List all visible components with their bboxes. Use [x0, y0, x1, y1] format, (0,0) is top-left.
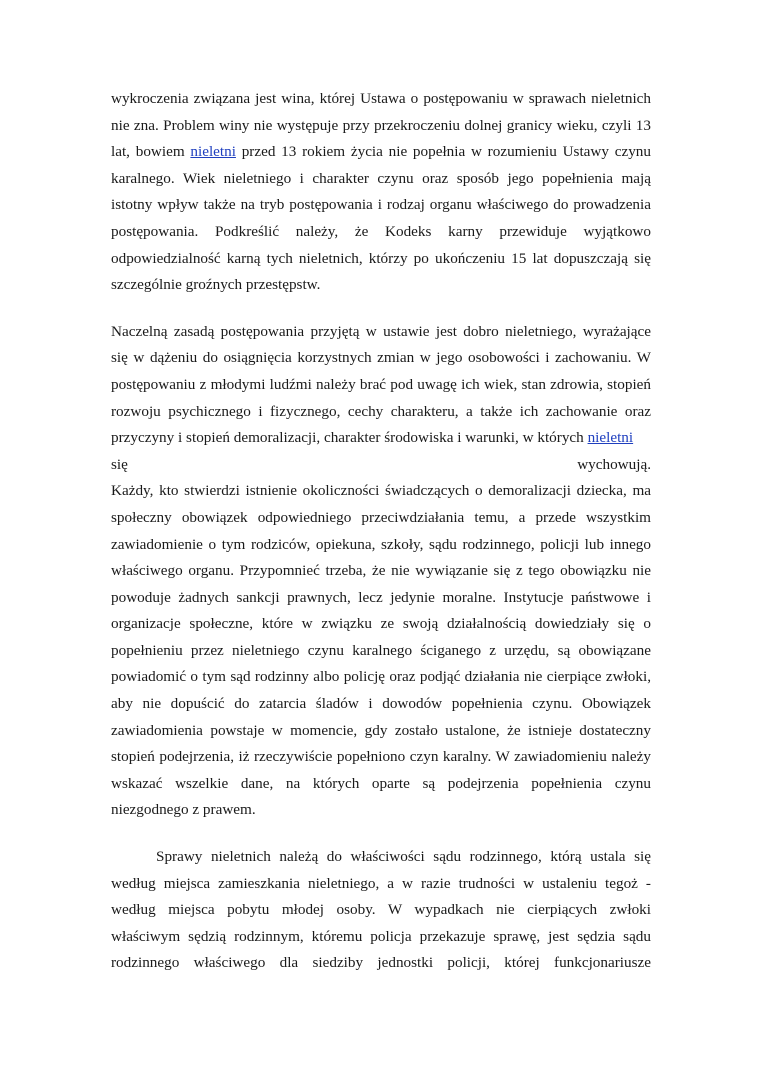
text-line: postępowania. Podkreślić należy, że Kodeks karny przewiduje wyjątkowo	[111, 222, 651, 240]
text-line: się w dążeniu do osiągnięcia korzystnych zmian w jego osobowości i zachowaniu. W	[111, 349, 651, 367]
paragraph-1	[111, 86, 651, 299]
text-line: powiadomić o tym sąd rodzinny albo policję oraz podjąć działania nie cierpiące zwłoki,	[111, 668, 651, 686]
text-line: rodzinnego właściwego dla siedziby jednostki policji, której funkcjonariusze	[111, 954, 651, 972]
text-line: karalnego. Wiek nieletniego i charakter czynu oraz sposób jego popełnienia mają	[111, 169, 651, 187]
text-line: aby nie dopuścić do zatarcia śladów i dowodów popełnienia czynu. Obowiązek	[111, 695, 651, 713]
text-segment: przyczyny i stopień demoralizacji, charakter środowiska i warunki, w których	[111, 429, 588, 447]
text-line: Sprawy nieletnich należą do właściwości sądu rodzinnego, którą ustala się	[156, 848, 651, 866]
text-line	[111, 425, 651, 452]
text-line: według miejsca zamieszkania nieletniego, a w razie trudności w ustaleniu tegoż -	[111, 874, 651, 892]
paragraph-gap	[111, 299, 651, 319]
text-line: według miejsca pobytu młodej osoby. W wypadkach nie cierpiących zwłoki	[111, 901, 651, 919]
paragraph-gap	[111, 824, 651, 844]
text-line	[111, 452, 651, 479]
text-line: szczególnie groźnych przestępstw.	[111, 276, 321, 294]
text-line: Każdy, kto stwierdzi istnienie okoliczności świadczących o demoralizacji dziecka, ma	[111, 482, 651, 500]
text-segment: się	[111, 455, 128, 473]
text-line: właściwym sędzią rodzinnym, któremu policja przekazuje sprawę, jest sędzia sądu	[111, 927, 651, 945]
text-line: właściwego organu. Przypomnieć trzeba, że nie wywiązanie się z tego obowiązku nie	[111, 562, 651, 580]
text-line: powoduje żadnych sankcji prawnych, lecz jedynie moralne. Instytucje państwowe i	[111, 588, 651, 606]
text-line: postępowaniu z młodymi ludźmi należy brać pod uwagę ich wiek, stan zdrowia, stopień	[111, 375, 651, 393]
text-line: istotny wpływ także na tryb postępowania i rodzaj organu właściwego do prowadzenia	[111, 196, 651, 214]
text-line: zawiadomienie o tym rodziców, opiekuna, szkoły, sądu rodzinnego, policji lub innego	[111, 535, 651, 553]
text-line: organizacje społeczne, które w związku ze swoją działalnością dowiedziały się o	[111, 615, 651, 633]
paragraph-3	[111, 844, 651, 977]
text-line: popełnieniu przez nieletniego czynu karalnego ściganego z urzędu, są obowiązane	[111, 641, 651, 659]
document-page	[111, 86, 651, 977]
text-line: wskazać wszelkie dane, na których oparte są podejrzenia popełnienia czynu	[111, 774, 651, 792]
text-line	[111, 139, 651, 166]
text-line: Naczelną zasadą postępowania przyjętą w ustawie jest dobro nieletniego, wyrażające	[111, 322, 651, 340]
text-segment: lat, bowiem	[111, 143, 191, 161]
paragraph-2	[111, 319, 651, 824]
text-line: stopień podejrzenia, iż rzeczywiście popełniono czyn karalny. W zawiadomieniu należy	[111, 748, 651, 766]
nieletni-link[interactable]: nieletni	[587, 429, 634, 447]
text-line: nie zna. Problem winy nie występuje przy przekroczeniu dolnej granicy wieku, czyli 13	[111, 116, 651, 134]
text-line: społeczny obowiązek odpowiedniego przeciwdziałania temu, a przede wszystkim	[111, 508, 651, 526]
text-segment: wychowują.	[577, 455, 651, 473]
text-line: zawiadomienia powstaje w momencie, gdy zostało ustalone, że istnieje dostateczny	[111, 721, 651, 739]
text-segment: przed 13 rokiem życia nie popełnia w rozumieniu Ustawy czynu	[235, 143, 651, 161]
text-line: wykroczenia związana jest wina, której Ustawa o postępowaniu w sprawach nieletnich	[111, 90, 651, 107]
text-line: odpowiedzialność karną tych nieletnich, którzy po ukończeniu 15 lat dopuszczają się	[111, 249, 651, 267]
nieletni-link[interactable]: nieletni	[190, 143, 236, 161]
text-line: niezgodnego z prawem.	[111, 801, 256, 819]
text-line: rozwoju psychicznego i fizycznego, cechy charakteru, a także ich zachowanie oraz	[111, 402, 651, 420]
